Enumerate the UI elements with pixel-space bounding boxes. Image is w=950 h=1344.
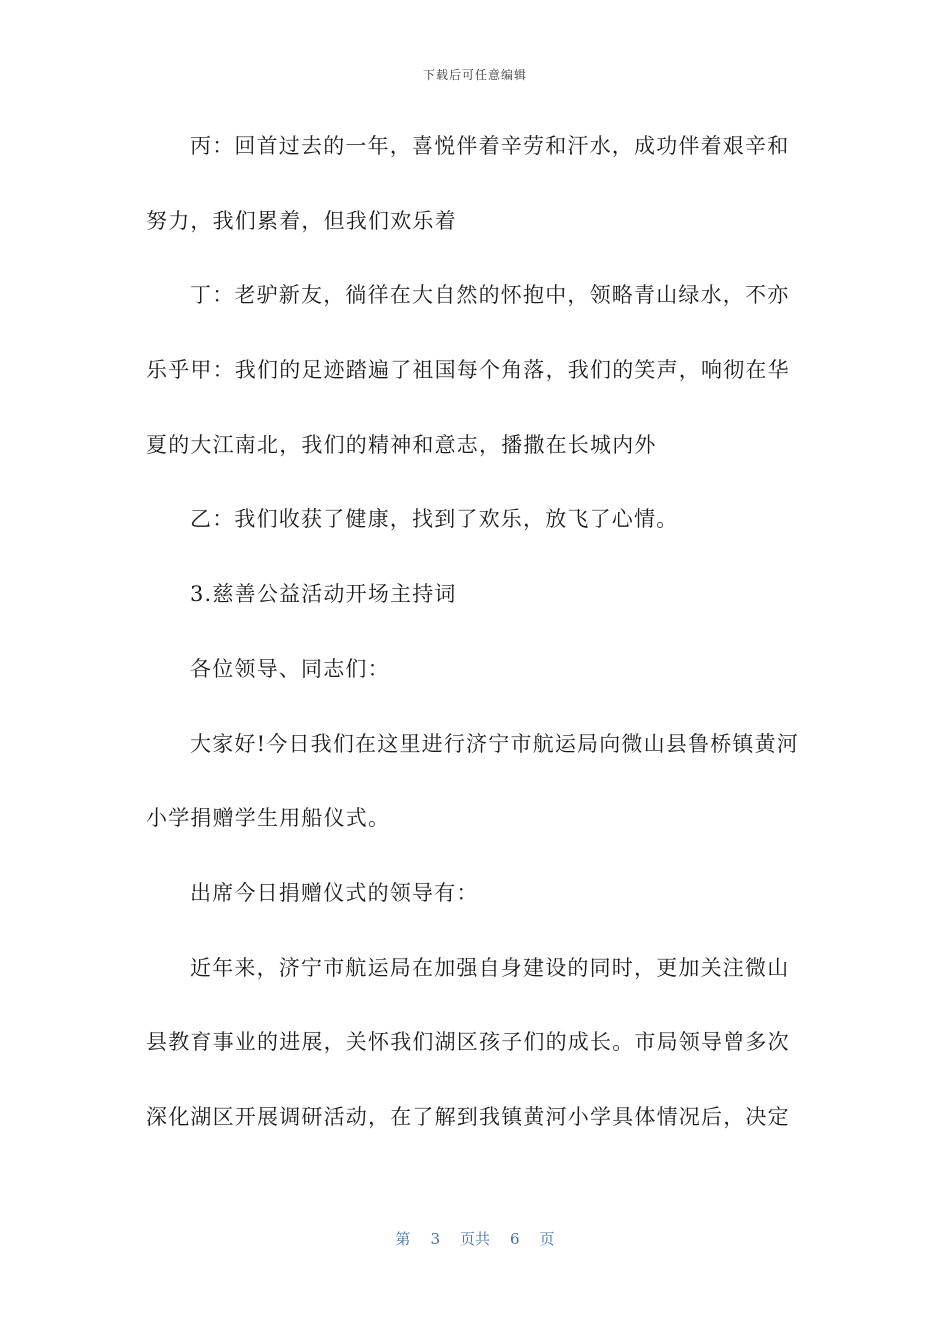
- paragraph-line: 县教育事业的进展，关怀我们湖区孩子们的成长。市局领导曾多次: [146, 1030, 790, 1055]
- paragraph-line: 近年来，济宁市航运局在加强自身建设的同时，更加关注微山: [190, 955, 790, 980]
- paragraph-line: 大家好!今日我们在这里进行济宁市航运局向微山县鲁桥镇黄河: [190, 731, 800, 756]
- footer-suffix: 页: [539, 1230, 555, 1248]
- page-header-note: 下载后可任意编辑: [422, 68, 527, 82]
- section-heading: 3.慈善公益活动开场主持词: [190, 582, 457, 607]
- paragraph-line: 深化湖区开展调研活动，在了解到我镇黄河小学具体情况后，决定: [146, 1104, 790, 1129]
- paragraph-line: 小学捐赠学生用船仪式。: [146, 806, 391, 831]
- paragraph-line: 努力，我们累着，但我们欢乐着: [146, 208, 457, 233]
- footer-total-pages: 6: [510, 1230, 520, 1248]
- paragraph-line: 丁：老驴新友，徜徉在大自然的怀抱中，领略青山绿水，不亦: [190, 283, 790, 308]
- footer-page-number: 3: [430, 1230, 440, 1248]
- salutation-line: 各位领导、同志们：: [190, 656, 390, 681]
- page-footer: [0, 1228, 950, 1249]
- paragraph-line: 出席今日捐赠仪式的领导有：: [190, 880, 479, 905]
- footer-prefix: 第: [395, 1230, 411, 1248]
- paragraph-line: 乐乎甲：我们的足迹踏遍了祖国每个角落，我们的笑声，响彻在华: [146, 358, 790, 383]
- paragraph-line: 丙：回首过去的一年，喜悦伴着辛劳和汗水，成功伴着艰辛和: [190, 134, 790, 158]
- footer-middle: 页共: [459, 1230, 490, 1248]
- paragraph-line: 乙：我们收获了健康，找到了欢乐，放飞了心情。: [190, 507, 679, 532]
- paragraph-line: 夏的大江南北，我们的精神和意志，播撒在长城内外: [146, 432, 657, 457]
- document-body: [146, 126, 806, 1172]
